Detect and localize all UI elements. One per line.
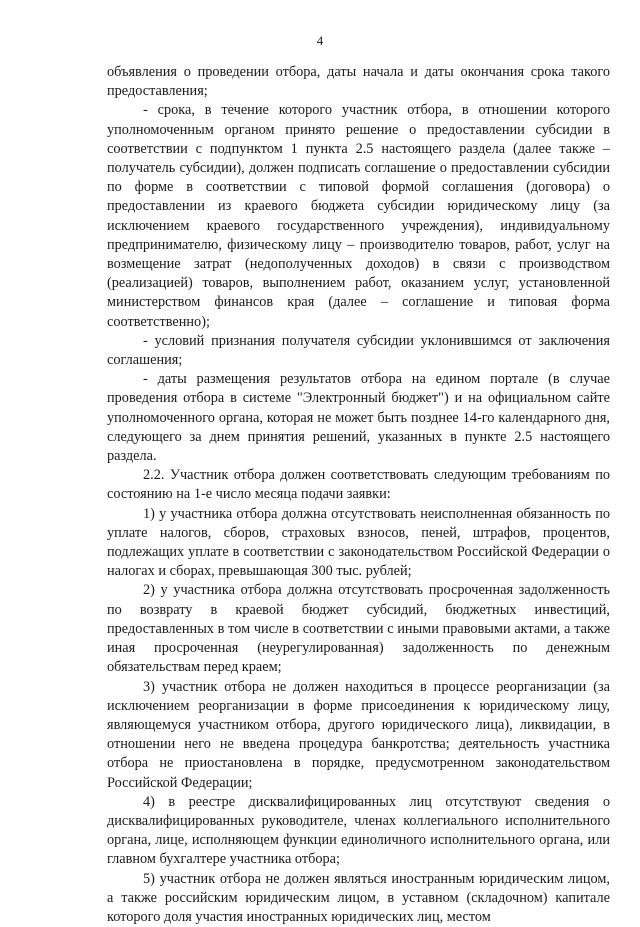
document-body [107,63,610,927]
paragraph-evasion-conditions: - условий признания получателя субсидии уклонившимся от заключения соглашения; [107,332,610,369]
paragraph-requirement-5: 5) участник отбора не должен являться иностранным юридическим лицом, а также российским юридическим лицом, в уставном (складочном) капитале которого доля участия иностранных юридических лиц, местом [107,870,610,925]
page-number: 4 [316,33,324,48]
paragraph-results-date: - даты размещения результатов отбора на едином портале (в случае проведения отбора в системе "Электронный бюджет") и на официальном сайте уполномоченного органа, которая не может быть позднее 14-го календарного дня, следующего за днем принятия решений, указанных в пункте 2.5 настоящего раздела. [107,371,610,465]
paragraph-section-2-2: 2.2. Участник отбора должен соответствовать следующим требованиям по состоянию на 1-е число месяца подачи заявки: [107,467,610,503]
paragraph-requirement-4: 4) в реестре дисквалифицированных лиц отсутствуют сведения о дисквалифицированных руководителе, членах коллегиального исполнительного органа, лице, исполняющем функции единоличного исполнительного органа, или главном бухгалтере участника отбора; [107,793,610,868]
paragraph-requirement-1: 1) у участника отбора должна отсутствовать неисполненная обязанность по уплате налогов, сборов, страховых взносов, пеней, штрафов, процентов, подлежащих уплате в соответствии с законодательством Российской Федерации о налогах и сборах, превышающая 300 тыс. рублей; [107,505,610,580]
paragraph-requirement-3: 3) участник отбора не должен находиться в процессе реорганизации (за исключением реорганизации в форме присоединения к юридическому лицу, являющемуся участником отбора, другого юридического лица), ликвидации, в отношении него не введена процедура банкротства; деятельность участника отбора не приостановлена в порядке, предусмотренном законодательством Российской Федерации; [107,678,610,791]
paragraph-continuation: объявления о проведении отбора, даты начала и даты окончания срока такого предоставления; [107,64,610,100]
paragraph-requirement-2: 2) у участника отбора должна отсутствовать просроченная задолженность по возврату в краевой бюджет субсидий, бюджетных инвестиций, предоставленных в том числе в соответствии с иными правовыми актами, а также иная просроченная (неурегулированная) задолженность по денежным обязательствам перед краем; [107,582,610,676]
paragraph-signing-term: - срока, в течение которого участник отбора, в отношении которого уполномоченным органом принято решение о предоставлении субсидии в соответствии с подпунктом 1 пункта 2.5 настоящего раздела (далее также – получатель субсидии), должен подписать соглашение о предоставлении субсидии по форме в соответствии с типовой формой соглашения (договора) о предоставлении из краевого бюджета субсидии юридическому лицу (за исключением краевого государственного учреждения), индивидуальному предпринимателю, физическому лицу – производителю товаров, работ, услуг на возмещение затрат (недополученных доходов) в связи с производством (реализацией) товаров, выполнением работ, оказанием услуг, установленной министерством финансов края (далее – соглашение и типовая форма соответственно); [107,102,610,330]
